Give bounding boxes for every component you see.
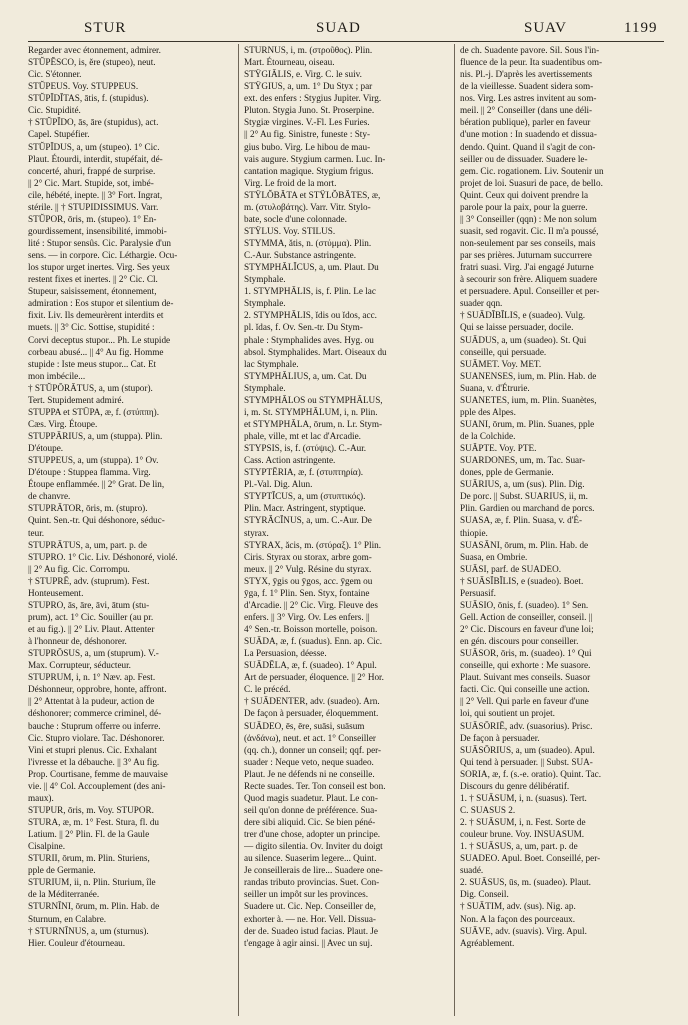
entry-line: STYPTĬCUS, a, um (στυπτικός). [244,491,366,502]
entry-line: à secourir son frère. Aliquem suadere [460,274,598,285]
entry-line: Hier. Couleur d'étourneau. [28,937,126,948]
entry-line: Stupeur, saisissement, étonnement, [28,286,157,297]
entry-line: 2° Cic. Discours en faveur d'une loi; [460,624,594,634]
entry-line: teur. [28,527,45,538]
entry-line: Stymphale. [244,298,286,309]
entry-line: SUĀDEO, ēs, ēre, suāsi, suāsum [244,720,365,731]
entry-line: La Persuasion, déesse. [244,648,327,659]
entry-line: admiration : Eos stupor et silentium de- [28,298,174,309]
entry-line: t'engage à agir ainsi. || Avec un suj. [244,937,373,948]
entry-line: cantation magique. Stygium frigus. [244,165,374,176]
entry-line: Plaut. Étourdi, interdit, stupéfait, dé- [28,153,163,164]
entry-line: d'une motion : In suadendo et dissua- [460,129,597,140]
entry-line: Mart. Étourneau, oiseau. [244,57,335,68]
entry-line: pl. ĭdas, f. Ov. Sen.-tr. Du Stym- [244,322,363,333]
entry-line: SORIA, æ, f. (s.-e. oratio). Quint. Tac. [460,768,602,779]
entry-line: mon imbécile... [28,370,86,381]
entry-line: Agréablement. [460,937,515,948]
entry-line: pple de Germanie. [28,865,96,876]
entry-line: † SUĀDENTER, adv. (suadeo). Arn. [244,696,380,707]
entry-line: Étoupe enflammée. || 2° Grat. De lin, [28,479,165,490]
entry-line: Quint. Ceux qui doivent prendre la [460,189,589,200]
entry-line: seiller ou de dissuader. Suadere le- [460,153,588,164]
entry-line: STYMPHĀLIUS, a, um. Cat. Du [244,370,367,381]
entry-line: los stupor urget inertes. Virg. Ses yeux [28,262,170,273]
entry-line: dere sibi aliquid. Cic. Se bien péné- [244,817,376,827]
entry-line: à l'honneur de, déshonorer. [28,636,127,647]
entry-line: Cass. Action astringente. [244,455,336,466]
entry-line: De façon à persuader, éloquemment. [244,708,379,719]
entry-line: Suasa, en Ombrie. [460,551,528,562]
entry-line: Plin. Gardien ou marchand de porcs. [460,503,595,514]
entry-line: et au fig.). || 2° Liv. Plaut. Attenter [28,624,155,634]
entry-line: Regarder avec étonnement, admirer. [28,45,161,55]
entry-line: de la vieillesse. Suadent sidera som- [460,81,594,92]
entry-line: Plaut. Je ne défends ni ne conseille. [244,768,375,779]
entry-line: † STURNĪNUS, a, um (sturnus). [28,925,149,936]
entry-line: Persuasif. [460,587,496,598]
entry-line: bération publique), parler en faveur [460,117,591,128]
entry-line: STŸLUS. Voy. STILUS. [244,225,336,236]
entry-line: bauche : Stuprum offerre ou inferre. [28,720,161,731]
entry-line: Latium. || 2° Plin. Fl. de la Gaule [28,829,150,840]
entry-line: nos. Virg. Les astres invitent au som- [460,93,597,104]
entry-line: De porc. || Subst. SUARIUS, ii, m. [460,491,588,502]
entry-line: meux. || 2° Vulg. Résine du styrax. [244,563,372,574]
entry-line: SUĀVE, adv. (suavis). Virg. Apul. [460,925,587,936]
entry-line: STYPTĒRIA, æ, f. (στυπτηρία). [244,467,364,478]
entry-line: gourdissement, insensibilité, immobi- [28,225,167,236]
entry-line: STUPPEUS, a, um (stuppa). 1° Ov. [28,455,159,466]
entry-line: de chanvre. [28,491,71,502]
running-header [0,20,688,40]
entry-line: Prop. Courtisane, femme de mauvaise [28,768,168,779]
entry-line: Cæs. Virg. Étoupe. [28,418,98,429]
entry-line: gius bubo. Virg. Le hibou de mau- [244,141,371,152]
entry-line: STURNUS, i, m. (στροῦθος). Plin. [244,45,373,55]
entry-line: bate, socle d'une colonnade. [244,213,347,224]
entry-line: SUĀMET. Voy. MET. [460,358,542,369]
entry-line: Déshonneur, opprobre, honte, affront. [28,684,167,695]
entry-line: dones, pple de Germanie. [460,467,554,478]
entry-line: STUPPĀRIUS, a, um (stuppa). Plin. [28,431,163,441]
entry-line: Honteusement. [28,587,84,598]
entry-line: suasit, sed rogavit. Cic. Il m'a poussé, [460,225,599,236]
entry-line: || 2° Vell. Qui parle en faveur d'une [460,696,589,707]
entry-line: stérile. || † STUPIDISSIMUS. Varr. [28,201,159,212]
entry-line: SUĀSŌRIĒ, adv. (suasorius). Prisc. [460,720,593,731]
entry-line: randas tributo provincias. Suet. Con- [244,877,380,888]
entry-line: C. SUASUS 2. [460,804,516,815]
entry-line: vais augure. Stygium carmen. Luc. In- [244,153,386,164]
entry-line: meil. || 2° Conseiller (dans une déli- [460,105,593,116]
entry-line: lité : Stupor sensûs. Cic. Paralysie d'un [28,238,172,248]
entry-line: SUĀSIO, ōnis, f. (suadeo). 1° Sen. [460,599,589,610]
entry-line: Cisalpine. [28,841,66,852]
entry-line: en gén. discours pour conseiller. [460,636,579,647]
entry-line: Vini et stupri plenus. Cic. Exhalant [28,744,157,755]
entry-line: 1. STYMPHĀLIS, is, f. Plin. Le lac [244,286,376,297]
entry-line: STŬPĔSCO, is, ĕre (stupeo), neut. [28,57,156,68]
entry-line: ext. des enfers : Stygius Jupiter. Virg. [244,93,382,104]
entry-line: Non. A la façon des pourceaux. [460,913,576,924]
entry-line: Max. Corrupteur, séducteur. [28,660,131,671]
entry-line: absol. Stymphalides. Mart. Oiseaux du [244,346,387,357]
entry-line: STUPPA et STŪPA, æ, f. (στύππη). [28,406,159,417]
entry-line: trer d'une chose, adopter un principe. [244,829,381,840]
entry-line: STYMPHĀLĬCUS, a, um. Plaut. Du [244,262,379,273]
entry-line: STYRĂCĬNUS, a, um. C.-Aur. De [244,515,372,526]
entry-line: || 2° Cic. Mart. Stupide, sot, imbé- [28,177,154,188]
entry-line: styrax. [244,527,269,538]
entry-line: † STŬPĬDO, ās, āre (stupidus), act. [28,117,159,128]
entry-line: conseille, qui exhorte : Me suasore. [460,660,591,671]
entry-line: vie. || 4° Col. Accouplement (des ani- [28,780,166,791]
entry-line: SUĀSI, parf. de SUADEO. [460,563,562,574]
entry-line: || 2° Au fig. Sinistre, funeste : Sty- [244,129,371,140]
entry-line: || 3° Conseiller (qqn) : Me non solum [460,213,597,224]
column-divider [454,44,455,1016]
entry-line: Stymphale. [244,274,286,285]
entry-line: suader qqn. [460,298,503,309]
entry-line: facti. Cic. Qui conseille une action. [460,684,590,695]
entry-line: STUPRŌSUS, a, um (stuprum). V.- [28,648,159,659]
entry-line: projet de loi. Suasuri de pace, de bello. [460,177,603,188]
entry-line: concerté, ahuri, frappé de surprise. [28,165,156,176]
entry-line: D'étoupe. [28,443,64,454]
entry-line: prum), act. 1° Cic. Souiller (au pr. [28,611,154,622]
entry-line: || 2° Au fig. Cic. Corrompu. [28,563,130,574]
entry-line: de la Méditerranée. [28,889,100,900]
entry-line: Quint. Sen.-tr. Qui déshonore, séduc- [28,515,165,526]
entry-line: par ses prières. Juturnam succurrere [460,250,592,261]
entry-line: 1. † SUĀSUM, i, n. (suasus). Tert. [460,792,587,803]
entry-line: loi, qui soutient un projet. [460,708,555,719]
entry-line: † STUPRĒ, adv. (stuprum). Fest. [28,575,150,586]
entry-line: STURNĪNI, ōrum, m. Plin. Hab. de [28,901,160,912]
entry-line: lac Stymphale. [244,358,299,369]
entry-line: corbeau abusé... || 4° Au fig. Homme [28,346,164,357]
entry-line: Discours du genre délibératif. [460,780,570,791]
entry-line: SUARDONES, um, m. Tac. Suar- [460,455,586,466]
entry-line: et STYMPHĀLA, ōrum, n. Lr. Stym- [244,418,383,429]
entry-line: STŬPĬDUS, a, um (stupeo). 1° Cic. [28,141,160,152]
entry-line: thiopie. [460,527,488,538]
entry-line: pple des Alpes. [460,406,516,417]
entry-line: (qq. ch.), donner un conseil; qqf. per- [244,744,382,755]
entry-line: STYMMA, ătis, n. (στύμμα). Plin. [244,238,372,248]
entry-line: phale, ville, mt et lac d'Arcadie. [244,431,361,441]
entry-line: STUPRO. 1° Cic. Liv. Déshonoré, violé. [28,551,178,562]
entry-line: STŬPEUS. Voy. STUPPEUS. [28,81,139,92]
entry-line: 1. † SUĀSUS, a, um, part. p. de [460,841,578,852]
columns-area [28,44,664,1016]
entry-line: exhorter à. — ne. Hor. Vell. Dissua- [244,913,376,924]
entry-line: fratri suasi. Virg. J'ai engagé Juturne [460,262,594,273]
entry-line: Je conseillerais de lire... Suadere one- [244,865,383,876]
entry-line: SUĀDA, æ, f. (suadus). Enn. ap. Cic. [244,636,383,647]
header-center-word: SUAD [316,20,361,36]
entry-line: SUANETES, ium, m. Plin. Suanètes, [460,394,597,405]
entry-line: STUPRO, ās, āre, āvi, ātum (stu- [28,599,150,610]
entry-line: Art de persuader, éloquence. || 2° Hor. [244,672,384,683]
entry-line: STUPRUM, i, n. 1° Næv. ap. Fest. [28,672,156,683]
entry-line: STURA, æ, m. 1° Fest. Stura, fl. du [28,817,160,827]
entry-line: au silence. Suaserim legere... Quint. [244,853,377,864]
entry-line: de ch. Suadente pavore. Sil. Sous l'in- [460,45,600,55]
entry-line: l'ivresse et la débauche. || 3° Au fig. [28,756,160,767]
entry-line: SUASA, æ, f. Plin. Suasa, v. d'É- [460,515,583,526]
entry-line: Sturnum, en Calabre. [28,913,107,924]
entry-line: Suadere ut. Cic. Nep. Conseiller de, [244,901,376,912]
entry-line: de la Colchide. [460,431,516,441]
entry-line: dendo. Quint. Quand il s'agit de con- [460,141,596,152]
entry-line: stupide : Iste meus stupor... Cat. Et [28,358,157,369]
entry-line: STUPRĀTUS, a, um, part. p. de [28,539,147,550]
page-number: 1199 [624,20,658,36]
entry-line: SUANI, ōrum, m. Plin. Suanes, pple [460,418,595,429]
entry-line: der de. Suadeo istud facias. Plaut. Je [244,925,378,936]
column-middle [244,44,449,1016]
entry-line: SUĀSOR, ōris, m. (suadeo). 1° Qui [460,648,592,659]
entry-line: enfers. || 3° Virg. Ov. Les enfers. || [244,611,370,622]
header-left-word: STUR [84,20,127,36]
entry-line: SUĀSŌRIUS, a, um (suadeo). Apul. [460,744,595,755]
entry-line: Dig. Conseil. [460,889,509,900]
entry-line: STŸGIĀLIS, e. Virg. C. le suiv. [244,69,362,80]
entry-line: sens. — in corpore. Cic. Léthargie. Ocu- [28,250,178,261]
entry-line: Cic. Stupro violare. Tac. Déshonorer. [28,732,165,743]
entry-line: Qui tend à persuader. || Subst. SUA- [460,756,593,767]
entry-line: parole pour la paix, pour la guerre. [460,201,588,212]
entry-line: Qui se laisse persuader, docile. [460,322,574,333]
entry-line: 2. SUĀSUS, ūs, m. (suadeo). Plaut. [460,877,591,888]
entry-line: C.-Aur. Substance astringente. [244,250,357,261]
entry-line: SUASĀNI, ōrum, m. Plin. Hab. de [460,539,589,550]
entry-line: Suana, v. d'Étrurie. [460,382,530,393]
entry-line: Quod magis suadetur. Plaut. Le con- [244,792,378,803]
entry-line: STURIUM, ii, n. Plin. Sturium, île [28,877,156,888]
entry-line: 2. † SUĀSUM, i, n. Fest. Sorte de [460,817,586,827]
entry-line: d'Arcadie. || 2° Cic. Virg. Fleuve des [244,599,378,610]
entry-line: — digito silentia. Ov. Inviter du doigt [244,841,383,852]
entry-line: fixit. Liv. Ils demeurèrent interdits et [28,310,164,321]
entry-line: seil qu'on donne de préférence. Sua- [244,804,378,815]
entry-line: Pluton. Stygia Juno. St. Proserpine. [244,105,375,116]
entry-line: seiller un impôt sur les provinces. [244,889,369,900]
entry-line: nis. Pl.-j. D'après les avertissements [460,69,593,80]
entry-line: STYRAX, ăcis, m. (στύραξ). 1° Plin. [244,539,382,550]
entry-line: STYMPHĀLOS ou STYMPHĀLUS, [244,394,383,405]
entry-line: SUĀDUS, a, um (suadeo). St. Qui [460,334,587,345]
entry-line: restent fixes et inertes. || 2° Cic. Cl. [28,274,158,285]
entry-line: D'étoupe : Stuppea flamma. Virg. [28,467,151,478]
entry-line: Plin. Macr. Astringent, styptique. [244,503,366,514]
entry-line: SUĀRIUS, a, um (sus). Plin. Dig. [460,479,585,490]
entry-line: STUPUR, ōris, m. Voy. STUPOR. [28,804,154,815]
entry-line: † SUĀSĬBĬLIS, e (suadeo). Boet. [460,575,584,586]
entry-line: STŸGIUS, a, um. 1° Du Styx ; par [244,81,373,92]
entry-line: Plaut. Suivant mes conseils. Suasor [460,672,591,683]
entry-line: Virg. Le froid de la mort. [244,177,337,188]
entry-line: Corvi deceptus stupor... Ph. Le stupide [28,334,171,345]
header-rule [28,41,664,42]
entry-line: Cic. S'étonner. [28,69,82,80]
entry-line: SUADEO. Apul. Boet. Conseillé, per- [460,853,601,864]
entry-line: † SUĀDĬBĬLIS, e (suadeo). Vulg. [460,310,586,321]
entry-line: muets. || 3° Cic. Sottise, stupidité : [28,322,155,333]
entry-line: Tert. Stupidement admiré. [28,394,124,405]
entry-line: STUPRĀTOR, ōris, m. (stupro). [28,503,148,514]
entry-line: C. le précéd. [244,684,291,695]
entry-line: (ἁνδάνω), neut. et act. 1° Conseiller [244,732,376,743]
entry-line: Pl.-Val. Dig. Alun. [244,479,313,490]
column-right [460,44,665,1016]
entry-line: STŬPOR, ōris, m. (stupeo). 1° En- [28,213,157,224]
entry-line: i, m. St. STYMPHĀLUM, i, n. Plin. [244,406,378,417]
entry-line: non-seulement par ses conseils, mais [460,238,596,248]
entry-line: gem. Cic. rogationem. Liv. Soutenir un [460,165,604,176]
entry-line: † STŬPŌRĀTUS, a, um (stupor). [28,382,153,393]
entry-line: De façon à persuader. [460,732,540,743]
entry-line: Cic. Stupidité. [28,105,81,116]
entry-line: Gell. Action de conseiller, conseil. || [460,611,593,622]
entry-line: Ciris. Styrax ou storax, arbre gom- [244,551,372,562]
entry-line: || 2° Attentat à la pudeur, action de [28,696,155,707]
entry-line: SUĂPTE. Voy. PTE. [460,443,537,454]
entry-line: et persuadere. Apul. Conseiller et per- [460,286,600,297]
entry-line: Stymphale. [244,382,286,393]
entry-line: suader : Neque veto, neque suadeo. [244,756,374,767]
entry-line: phale : Stymphalides aves. Hyg. ou [244,334,374,345]
entry-line: conseille, qui persuade. [460,346,547,357]
entry-line: STURII, ōrum, m. Plin. Sturiens, [28,853,150,864]
entry-line: déshonorer; commerce criminel, dé- [28,708,162,719]
entry-line: † SUĀTIM, adv. (sus). Nig. ap. [460,901,576,912]
column-divider [238,44,239,1016]
entry-line: cile, hébété, inepte. || 3° Fort. Ingrat, [28,189,163,200]
entry-line: STŬPĬDĬTAS, ātis, f. (stupidus). [28,93,149,104]
entry-line: ȳga, f. 1° Plin. Sen. Styx, fontaine [244,587,370,598]
entry-line: fluence de la peur. Ita suadentibus om- [460,57,603,68]
entry-line: couleur brune. Voy. INSUASUM. [460,829,585,840]
header-right-word: SUAV [524,20,567,36]
entry-line: Recte suades. Ter. Ton conseil est bon. [244,780,386,791]
entry-line: maux). [28,792,54,803]
entry-line: Stygiæ virgines. V.-Fl. Les Furies. [244,117,370,128]
entry-line: 4° Sen.-tr. Boisson mortelle, poison. [244,624,378,634]
column-left [28,44,233,1016]
entry-line: STYPSIS, is, f. (στύψις). C.-Aur. [244,443,367,454]
entry-line: 2. STYMPHĀLIS, ĭdis ou ĭdos, acc. [244,310,377,321]
entry-line: Capel. Stupéfier. [28,129,90,140]
entry-line: SUANENSES, ium, m. Plin. Hab. de [460,370,597,381]
entry-line: STŸLŎBĂTA et STŸLŎBĂTES, æ, [244,189,381,200]
entry-line: m. (στυλοβάτης). Varr. Vitr. Stylo- [244,201,371,212]
entry-line: suadé. [460,865,484,876]
entry-line: SUĀDĒLA, æ, f. (suadeo). 1° Apul. [244,660,377,671]
entry-line: STYX, ȳgis ou ȳgos, acc. ȳgem ou [244,575,373,586]
